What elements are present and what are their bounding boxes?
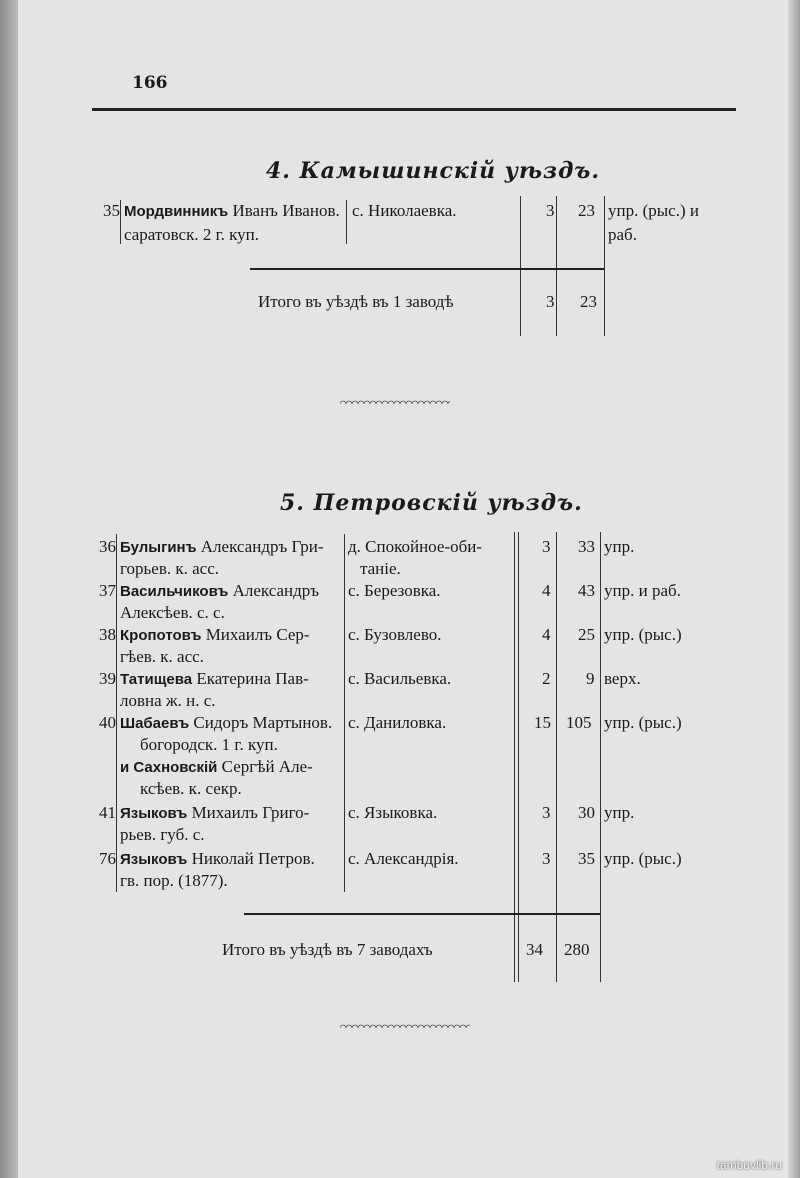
column-divider [120, 200, 121, 244]
column-divider [520, 196, 521, 336]
workers-count: 3 [542, 537, 551, 556]
workers-count: 2 [542, 669, 551, 688]
workers-count: 3 [542, 849, 551, 868]
column-divider [604, 196, 605, 336]
estate-place: д. Спокойное-оби- [348, 537, 482, 556]
owner-name [120, 624, 310, 647]
column-divider [556, 196, 557, 336]
row-number: 37 [99, 581, 116, 600]
section-heading-kamyshin: 4. Камышинскій уѣздъ. [266, 158, 601, 184]
horses-count: 9 [586, 669, 595, 688]
section-separator-ornament [340, 1022, 470, 1028]
column-divider [116, 534, 117, 892]
owner-rank: горьев. к. асс. [120, 559, 220, 578]
operation-type: верх. [604, 669, 641, 688]
column-divider [346, 200, 347, 244]
owner-surname: Языковъ [120, 805, 188, 822]
owner-given-names: Михаилъ Григо- [187, 803, 310, 822]
owner-surname: Языковъ [120, 851, 188, 868]
owner-surname: Васильчиковъ [120, 583, 229, 600]
owner-name [120, 580, 319, 603]
estate-place: с. Даниловка. [348, 713, 447, 732]
operation-type-cont: раб. [608, 225, 637, 244]
workers-count: 4 [542, 625, 551, 644]
total-label: Итого въ уѣздѣ въ 1 заводѣ [258, 292, 454, 311]
row-number: 38 [99, 625, 116, 644]
total-rule [250, 268, 604, 270]
owner-name [120, 668, 309, 691]
owner-name [120, 802, 309, 825]
estate-place: с. Николаевка. [352, 201, 457, 220]
estate-place: с. Бузовлево. [348, 625, 442, 644]
owner-given-names: Иванъ Иванов. [228, 201, 340, 220]
co-owner-given-names: Сергѣй Але- [217, 757, 313, 776]
total-workers: 34 [526, 940, 543, 959]
owner-name [120, 536, 324, 559]
horses-count: 105 [566, 713, 592, 732]
owner-given-names: Александръ [228, 581, 320, 600]
owner-rank: ловна ж. н. с. [120, 691, 216, 710]
owner-rank: рьев. губ. с. [120, 825, 205, 844]
owner-rank: Алексѣев. с. с. [120, 603, 225, 622]
row-number: 41 [99, 803, 116, 822]
section-heading-petrovsk: 5. Петровскій уѣздъ. [280, 490, 583, 516]
operation-type: упр. [604, 803, 635, 822]
horses-count: 23 [578, 201, 595, 220]
owner-given-names: Александръ Гри- [196, 537, 324, 556]
estate-place: с. Васильевка. [348, 669, 452, 688]
row-number: 35 [103, 201, 120, 220]
section-separator-ornament [340, 398, 450, 404]
workers-count: 3 [542, 803, 551, 822]
horses-count: 35 [578, 849, 595, 868]
total-horses: 280 [564, 940, 590, 959]
owner-surname: Мордвинникъ [124, 203, 229, 220]
owner-given-names: Николай Петров. [187, 849, 315, 868]
owner-surname: Кропотовъ [120, 627, 202, 644]
owner-rank: гв. пор. (1877). [120, 871, 228, 890]
total-workers: 3 [546, 292, 555, 311]
row-number: 40 [99, 713, 116, 732]
operation-type: упр. (рыс.) [604, 625, 682, 644]
operation-type: упр. (рыс.) [604, 849, 682, 868]
column-divider [344, 534, 345, 892]
header-rule [92, 108, 736, 111]
estate-place: с. Александрія. [348, 849, 459, 868]
co-owner-name [120, 756, 313, 779]
total-rule [244, 913, 600, 915]
horses-count: 25 [578, 625, 595, 644]
owner-given-names: Екатерина Пав- [192, 669, 309, 688]
estate-place: с. Языковка. [348, 803, 438, 822]
owner-surname: Шабаевъ [120, 715, 190, 732]
page-number: 166 [132, 73, 168, 93]
owner-rank: саратовск. 2 г. куп. [124, 225, 260, 244]
workers-count: 4 [542, 581, 551, 600]
owner-surname: Татищева [120, 671, 193, 688]
row-number: 36 [99, 537, 116, 556]
owner-rank: богородск. 1 г. куп. [140, 735, 278, 754]
owner-name [124, 200, 340, 223]
total-horses: 23 [580, 292, 597, 311]
co-owner-rank: ксѣев. к. секр. [140, 779, 242, 798]
owner-name [120, 712, 332, 735]
workers-count: 3 [546, 201, 555, 220]
owner-name [120, 848, 315, 871]
row-number: 76 [99, 849, 116, 868]
workers-count: 15 [534, 713, 551, 732]
row-number: 39 [99, 669, 116, 688]
column-divider [600, 532, 601, 982]
owner-rank: гѣев. к. асс. [120, 647, 204, 666]
horses-count: 33 [578, 537, 595, 556]
owner-surname: Булыгинъ [120, 539, 197, 556]
horses-count: 43 [578, 581, 595, 600]
operation-type: упр. и раб. [604, 581, 681, 600]
operation-type: упр. (рыс.) и [608, 201, 699, 220]
page-edge-shadow [788, 0, 800, 1178]
operation-type: упр. (рыс.) [604, 713, 682, 732]
co-owner-surname: и Сахновскій [120, 759, 218, 776]
watermark: tambovlib.ru [716, 1158, 782, 1172]
total-label: Итого въ уѣздѣ въ 7 заводахъ [222, 940, 433, 959]
estate-place-cont: таніе. [360, 559, 401, 578]
book-spine-shadow [0, 0, 18, 1178]
estate-place: с. Березовка. [348, 581, 441, 600]
operation-type: упр. [604, 537, 635, 556]
owner-given-names: Михаилъ Сер- [201, 625, 310, 644]
horses-count: 30 [578, 803, 595, 822]
owner-given-names: Сидоръ Мартынов. [189, 713, 333, 732]
